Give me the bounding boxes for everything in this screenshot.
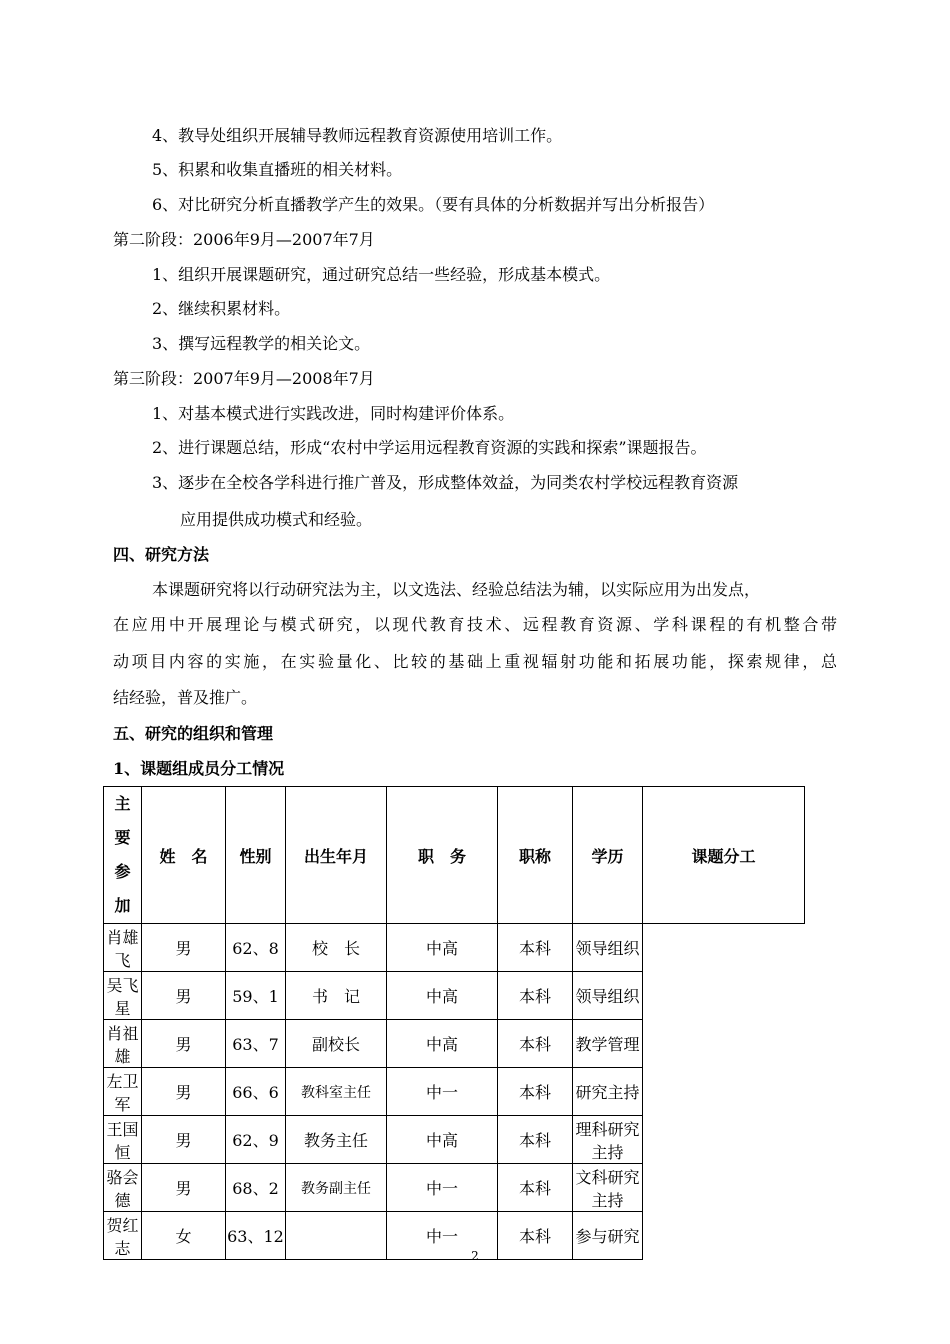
table-row bbox=[104, 1116, 805, 1164]
group-label-char: 主 bbox=[114, 794, 131, 813]
cell-title: 中高 bbox=[387, 1116, 498, 1164]
group-label-cell bbox=[104, 787, 142, 924]
cell-gender: 男 bbox=[142, 1068, 226, 1116]
header-name: 姓 名 bbox=[142, 787, 226, 924]
cell-education: 本科 bbox=[498, 1164, 573, 1212]
header-gender: 性别 bbox=[226, 787, 286, 924]
table-row bbox=[104, 1164, 805, 1212]
cell-title: 中一 bbox=[387, 1212, 498, 1260]
phase-three-item-3-cont: 应用提供成功模式和经验。 bbox=[180, 510, 373, 529]
cell-name: 吴飞星 bbox=[104, 972, 142, 1020]
group-label-char: 加 bbox=[114, 896, 131, 915]
cell-role: 教学管理 bbox=[573, 1020, 643, 1068]
method-line-1: 本课题研究将以行动研究法为主，以文选法、经验总结法为辅，以实际应用为出发点， bbox=[152, 580, 761, 599]
table-row bbox=[104, 1020, 805, 1068]
paragraph-item-4: 4、教导处组织开展辅导教师远程教育资源使用培训工作。 bbox=[152, 126, 563, 145]
header-title: 职称 bbox=[498, 787, 573, 924]
section-five-heading: 五、研究的组织和管理 bbox=[113, 724, 274, 743]
cell-education: 本科 bbox=[498, 1068, 573, 1116]
cell-birth: 62、8 bbox=[226, 924, 286, 972]
cell-name: 左卫军 bbox=[104, 1068, 142, 1116]
header-birth: 出生年月 bbox=[286, 787, 387, 924]
team-subheading: 1、课题组成员分工情况 bbox=[113, 759, 285, 778]
cell-birth: 62、9 bbox=[226, 1116, 286, 1164]
cell-position: 副校长 bbox=[286, 1020, 387, 1068]
phase-two-item-1: 1、组织开展课题研究，通过研究总结一些经验，形成基本模式。 bbox=[152, 265, 611, 284]
cell-role: 理科研究主持 bbox=[573, 1116, 643, 1164]
phase-two-item-3: 3、撰写远程教学的相关论文。 bbox=[152, 334, 371, 353]
cell-birth: 59、1 bbox=[226, 972, 286, 1020]
cell-education: 本科 bbox=[498, 972, 573, 1020]
cell-name: 骆会德 bbox=[104, 1164, 142, 1212]
cell-education: 本科 bbox=[498, 924, 573, 972]
cell-position: 书 记 bbox=[286, 972, 387, 1020]
cell-name: 肖祖雄 bbox=[104, 1020, 142, 1068]
cell-role: 文科研究主持 bbox=[573, 1164, 643, 1212]
cell-name: 肖雄飞 bbox=[104, 924, 142, 972]
cell-birth: 63、12 bbox=[226, 1212, 286, 1260]
cell-title: 中高 bbox=[387, 1020, 498, 1068]
cell-education: 本科 bbox=[498, 1020, 573, 1068]
cell-position: 教科室主任 bbox=[286, 1068, 387, 1116]
cell-birth: 63、7 bbox=[226, 1020, 286, 1068]
cell-birth: 68、2 bbox=[226, 1164, 286, 1212]
cell-gender: 男 bbox=[142, 1020, 226, 1068]
table-header-row bbox=[104, 787, 805, 924]
cell-name: 王国恒 bbox=[104, 1116, 142, 1164]
cell-gender: 男 bbox=[142, 972, 226, 1020]
method-line-4: 结经验，普及推广。 bbox=[113, 688, 258, 707]
paragraph-item-6: 6、对比研究分析直播教学产生的效果。（要有具体的分析数据并写出分析报告） bbox=[152, 195, 715, 214]
table-row bbox=[104, 972, 805, 1020]
table-row bbox=[104, 924, 805, 972]
phase-three-heading: 第三阶段：2007年9月—2008年7月 bbox=[113, 369, 375, 388]
phase-three-item-2: 2、进行课题总结，形成“农村中学运用远程教育资源的实践和探索”课题报告。 bbox=[152, 438, 707, 457]
method-line-3: 动项目内容的实施，在实验量化、比较的基础上重视辐射功能和拓展功能，探索规律，总 bbox=[113, 652, 837, 671]
cell-title: 中高 bbox=[387, 972, 498, 1020]
cell-position: 教务副主任 bbox=[286, 1164, 387, 1212]
header-position: 职 务 bbox=[387, 787, 498, 924]
group-label-char: 要 bbox=[114, 828, 131, 847]
cell-name: 贺红志 bbox=[104, 1212, 142, 1260]
cell-role: 领导组织 bbox=[573, 924, 643, 972]
method-line-2: 在应用中开展理论与模式研究，以现代教育技术、远程教育资源、学科课程的有机整合带 bbox=[113, 615, 837, 634]
cell-title: 中高 bbox=[387, 924, 498, 972]
cell-position: 教务主任 bbox=[286, 1116, 387, 1164]
cell-gender: 女 bbox=[142, 1212, 226, 1260]
cell-role: 参与研究 bbox=[573, 1212, 643, 1260]
header-role: 课题分工 bbox=[643, 787, 805, 924]
cell-role: 领导组织 bbox=[573, 972, 643, 1020]
cell-position: 校 长 bbox=[286, 924, 387, 972]
cell-birth: 66、6 bbox=[226, 1068, 286, 1116]
header-education: 学历 bbox=[573, 787, 643, 924]
group-label-char: 参 bbox=[114, 862, 131, 881]
page-number: 2 bbox=[471, 1249, 479, 1263]
phase-two-item-2: 2、继续积累材料。 bbox=[152, 299, 291, 318]
section-four-heading: 四、研究方法 bbox=[113, 545, 210, 564]
cell-role: 研究主持 bbox=[573, 1068, 643, 1116]
cell-gender: 男 bbox=[142, 1164, 226, 1212]
table-row bbox=[104, 1068, 805, 1116]
phase-three-item-3: 3、逐步在全校各学科进行推广普及，形成整体效益，为同类农村学校远程教育资源 bbox=[152, 473, 739, 492]
cell-title: 中一 bbox=[387, 1068, 498, 1116]
cell-title: 中一 bbox=[387, 1164, 498, 1212]
phase-three-item-1: 1、对基本模式进行实践改进，同时构建评价体系。 bbox=[152, 404, 515, 423]
cell-education: 本科 bbox=[498, 1116, 573, 1164]
team-members-table bbox=[103, 786, 805, 1260]
cell-gender: 男 bbox=[142, 924, 226, 972]
cell-education: 本科 bbox=[498, 1212, 573, 1260]
paragraph-item-5: 5、积累和收集直播班的相关材料。 bbox=[152, 160, 403, 179]
cell-gender: 男 bbox=[142, 1116, 226, 1164]
phase-two-heading: 第二阶段：2006年9月—2007年7月 bbox=[113, 230, 375, 249]
